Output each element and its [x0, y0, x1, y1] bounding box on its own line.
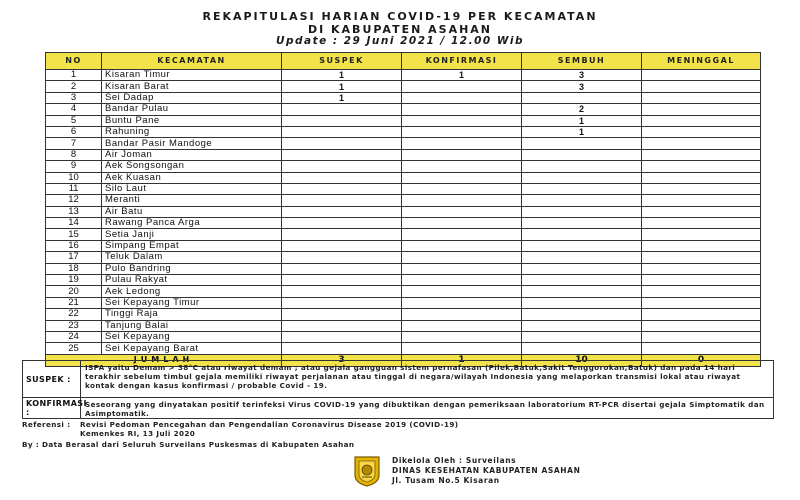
definition-konfirmasi-text: Seseorang yang dinyatakan positif terinfeksi Virus COVID-19 yang dibuktikan dengan pemeriksaan laboratorium RT-PCR disertai gejala Simptomatik dan Asimptomatik. [85, 400, 765, 418]
total-konfirmasi: 1 [402, 354, 522, 366]
cell-konfirmasi [402, 115, 522, 126]
cell-no: 9 [46, 161, 102, 172]
cell-no: 18 [46, 263, 102, 274]
total-meninggal: 0 [642, 354, 761, 366]
cell-konfirmasi [402, 183, 522, 194]
col-header-meninggal: MENINGGAL [642, 53, 761, 70]
footer-managed-by: Dikelola Oleh : Surveilans [392, 456, 517, 465]
cell-sembuh [522, 252, 642, 263]
cell-meninggal [642, 126, 761, 137]
cell-meninggal [642, 286, 761, 297]
cell-meninggal [642, 297, 761, 308]
table-row [46, 297, 761, 308]
cell-kecamatan: Aek Ledong [102, 286, 282, 297]
cell-sembuh [522, 138, 642, 149]
cell-kecamatan: Sei Kepayang [102, 331, 282, 342]
cell-meninggal [642, 331, 761, 342]
cell-kecamatan: Aek Songsongan [102, 161, 282, 172]
cell-suspek [282, 286, 402, 297]
cell-no: 6 [46, 126, 102, 137]
table-row [46, 70, 761, 81]
cell-no: 19 [46, 275, 102, 286]
cell-konfirmasi [402, 229, 522, 240]
cell-sembuh [522, 206, 642, 217]
cell-no: 21 [46, 297, 102, 308]
definition-konfirmasi [22, 397, 774, 419]
cell-kecamatan: Tanjung Balai [102, 320, 282, 331]
cell-meninggal [642, 161, 761, 172]
cell-meninggal [642, 229, 761, 240]
cell-konfirmasi [402, 149, 522, 160]
table-row [46, 161, 761, 172]
cell-sembuh [522, 161, 642, 172]
table-row [46, 252, 761, 263]
cell-meninggal [642, 343, 761, 354]
cell-suspek [282, 149, 402, 160]
cell-suspek [282, 275, 402, 286]
cell-kecamatan: Bandar Pulau [102, 104, 282, 115]
table-body [46, 70, 761, 355]
cell-konfirmasi [402, 195, 522, 206]
cell-kecamatan: Bandar Pasir Mandoge [102, 138, 282, 149]
cell-suspek [282, 240, 402, 251]
cell-meninggal [642, 70, 761, 81]
cell-sembuh: 1 [522, 115, 642, 126]
table-row [46, 149, 761, 160]
cell-konfirmasi [402, 218, 522, 229]
cell-meninggal [642, 115, 761, 126]
cell-meninggal [642, 172, 761, 183]
definition-suspek-text: ISPA yaitu Demam > 38°C atau riwayat demam ; atau gejala gangguan sistem pernafasan (Pilek,Batuk,Sakit Tenggorokan,Batuk) dan pada 14 hari terakhir sebelum timbul gejala memiliki riwayat perjalanan atau tinggal di negara/wilayah Indonesia yang melaporkan transmisi lokal atau riwayat kontak dengan kasus konfirmasi / probable Covid - 19. [85, 363, 741, 390]
cell-meninggal [642, 320, 761, 331]
cell-no: 17 [46, 252, 102, 263]
cell-suspek [282, 138, 402, 149]
update-timestamp: Update : 29 Juni 2021 / 12.00 Wib [275, 35, 525, 47]
cell-kecamatan: Sei Dadap [102, 92, 282, 103]
cell-sembuh [522, 218, 642, 229]
cell-konfirmasi [402, 275, 522, 286]
cell-sembuh: 2 [522, 104, 642, 115]
cell-kecamatan: Teluk Dalam [102, 252, 282, 263]
cell-konfirmasi [402, 240, 522, 251]
cell-suspek [282, 104, 402, 115]
cell-suspek [282, 252, 402, 263]
table-row [46, 81, 761, 92]
definition-konfirmasi-label: KONFIRMASI : [23, 398, 81, 418]
table-row [46, 343, 761, 354]
cell-konfirmasi: 1 [402, 70, 522, 81]
col-header-sembuh: SEMBUH [522, 53, 642, 70]
cell-kecamatan: Rawang Panca Arga [102, 218, 282, 229]
cell-sembuh [522, 331, 642, 342]
cell-kecamatan: Setia Janji [102, 229, 282, 240]
cell-no: 22 [46, 309, 102, 320]
table-row [46, 320, 761, 331]
cell-suspek [282, 331, 402, 342]
cell-kecamatan: Air Batu [102, 206, 282, 217]
cell-suspek [282, 320, 402, 331]
table-row [46, 115, 761, 126]
cell-sembuh [522, 309, 642, 320]
col-header-konfirmasi: KONFIRMASI [402, 53, 522, 70]
table-row [46, 104, 761, 115]
cell-meninggal [642, 252, 761, 263]
cell-kecamatan: Kisaran Barat [102, 81, 282, 92]
cell-sembuh [522, 343, 642, 354]
cell-suspek: 1 [282, 70, 402, 81]
cell-sembuh [522, 263, 642, 274]
cell-konfirmasi [402, 297, 522, 308]
cell-no: 5 [46, 115, 102, 126]
cell-no: 24 [46, 331, 102, 342]
cell-konfirmasi [402, 320, 522, 331]
cell-konfirmasi [402, 343, 522, 354]
cell-kecamatan: Buntu Pane [102, 115, 282, 126]
cell-no: 12 [46, 195, 102, 206]
cell-no: 16 [46, 240, 102, 251]
table-row [46, 275, 761, 286]
cell-kecamatan: Meranti [102, 195, 282, 206]
definition-suspek-label: SUSPEK : [23, 361, 81, 397]
table-row [46, 138, 761, 149]
cell-sembuh [522, 275, 642, 286]
cell-sembuh [522, 183, 642, 194]
cell-kecamatan: Aek Kuasan [102, 172, 282, 183]
cell-sembuh: 3 [522, 70, 642, 81]
document-title: REKAPITULASI HARIAN COVID-19 PER KECAMATAN [202, 10, 598, 23]
table-row [46, 229, 761, 240]
cell-sembuh [522, 92, 642, 103]
cell-meninggal [642, 149, 761, 160]
cell-no: 3 [46, 92, 102, 103]
cell-kecamatan: Silo Laut [102, 183, 282, 194]
cell-suspek [282, 309, 402, 320]
cell-kecamatan: Tinggi Raja [102, 309, 282, 320]
cell-konfirmasi [402, 104, 522, 115]
cell-meninggal [642, 195, 761, 206]
cell-sembuh: 1 [522, 126, 642, 137]
table-row [46, 126, 761, 137]
cell-kecamatan: Pulau Rakyat [102, 275, 282, 286]
cell-no: 23 [46, 320, 102, 331]
cell-sembuh [522, 297, 642, 308]
footer [352, 455, 580, 487]
cell-sembuh [522, 320, 642, 331]
reference-label: Referensi : [22, 420, 71, 429]
recap-table [45, 52, 761, 367]
document-subtitle: DI KABUPATEN ASAHAN [307, 23, 493, 36]
cell-konfirmasi [402, 206, 522, 217]
cell-kecamatan: Kisaran Timur [102, 70, 282, 81]
cell-konfirmasi [402, 309, 522, 320]
cell-konfirmasi [402, 81, 522, 92]
cell-no: 25 [46, 343, 102, 354]
table-row [46, 206, 761, 217]
cell-suspek [282, 161, 402, 172]
cell-suspek [282, 297, 402, 308]
cell-suspek [282, 218, 402, 229]
cell-suspek [282, 206, 402, 217]
cell-kecamatan: Sei Kepayang Barat [102, 343, 282, 354]
total-sembuh: 10 [522, 354, 642, 366]
cell-sembuh [522, 195, 642, 206]
table-row [46, 263, 761, 274]
cell-konfirmasi [402, 331, 522, 342]
cell-no: 11 [46, 183, 102, 194]
col-header-no: NO [46, 53, 102, 70]
total-label: JUMLAH [46, 354, 282, 366]
table-row [46, 92, 761, 103]
cell-suspek [282, 343, 402, 354]
cell-meninggal [642, 183, 761, 194]
cell-no: 7 [46, 138, 102, 149]
cell-konfirmasi [402, 263, 522, 274]
cell-meninggal [642, 240, 761, 251]
cell-no: 20 [46, 286, 102, 297]
cell-no: 2 [46, 81, 102, 92]
cell-konfirmasi [402, 252, 522, 263]
reference-block [22, 420, 772, 438]
footer-agency: DINAS KESEHATAN KABUPATEN ASAHAN [392, 466, 581, 475]
cell-suspek: 1 [282, 81, 402, 92]
cell-konfirmasi [402, 286, 522, 297]
table-row [46, 195, 761, 206]
cell-sembuh [522, 172, 642, 183]
cell-no: 4 [46, 104, 102, 115]
cell-meninggal [642, 309, 761, 320]
cell-meninggal [642, 275, 761, 286]
col-header-kecamatan: KECAMATAN [102, 53, 282, 70]
cell-meninggal [642, 218, 761, 229]
cell-meninggal [642, 138, 761, 149]
kabupaten-asahan-emblem-icon [352, 455, 382, 487]
cell-kecamatan: Rahuning [102, 126, 282, 137]
cell-suspek [282, 195, 402, 206]
cell-konfirmasi [402, 138, 522, 149]
cell-sembuh [522, 286, 642, 297]
data-source-note: By : Data Berasal dari Seluruh Surveilans Puskesmas di Kabupaten Asahan [22, 440, 355, 449]
cell-no: 1 [46, 70, 102, 81]
reference-line1: Revisi Pedoman Pencegahan dan Pengendalian Coronavirus Disease 2019 (COVID-19) [80, 420, 459, 429]
table-row [46, 286, 761, 297]
cell-meninggal [642, 104, 761, 115]
cell-suspek [282, 263, 402, 274]
cell-sembuh [522, 229, 642, 240]
definition-suspek [22, 360, 774, 398]
cell-suspek [282, 183, 402, 194]
cell-kecamatan: Air Joman [102, 149, 282, 160]
table-row [46, 183, 761, 194]
col-header-suspek: SUSPEK [282, 53, 402, 70]
cell-meninggal [642, 263, 761, 274]
cell-konfirmasi [402, 92, 522, 103]
cell-no: 15 [46, 229, 102, 240]
cell-kecamatan: Simpang Empat [102, 240, 282, 251]
table-row [46, 309, 761, 320]
table-row [46, 218, 761, 229]
cell-suspek: 1 [282, 92, 402, 103]
reference-line2: Kemenkes RI, 13 Juli 2020 [80, 429, 196, 438]
cell-suspek [282, 229, 402, 240]
cell-no: 10 [46, 172, 102, 183]
cell-konfirmasi [402, 126, 522, 137]
table-row [46, 240, 761, 251]
cell-kecamatan: Sei Kepayang Timur [102, 297, 282, 308]
table-row [46, 172, 761, 183]
cell-meninggal [642, 206, 761, 217]
cell-suspek [282, 172, 402, 183]
cell-konfirmasi [402, 161, 522, 172]
cell-sembuh [522, 149, 642, 160]
cell-meninggal [642, 81, 761, 92]
cell-sembuh [522, 240, 642, 251]
cell-no: 13 [46, 206, 102, 217]
cell-no: 14 [46, 218, 102, 229]
cell-suspek [282, 126, 402, 137]
table-header-row [46, 53, 761, 70]
table-row [46, 331, 761, 342]
cell-sembuh: 3 [522, 81, 642, 92]
cell-kecamatan: Pulo Bandring [102, 263, 282, 274]
cell-meninggal [642, 92, 761, 103]
cell-konfirmasi [402, 172, 522, 183]
cell-no: 8 [46, 149, 102, 160]
total-suspek: 3 [282, 354, 402, 366]
cell-suspek [282, 115, 402, 126]
footer-address: Jl. Tusam No.5 Kisaran [392, 476, 500, 485]
